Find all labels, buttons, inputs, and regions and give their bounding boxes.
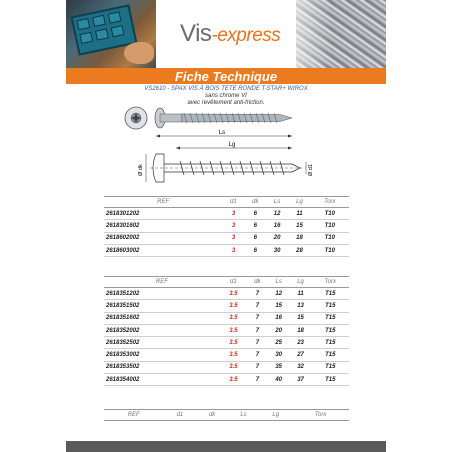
table-cell: 28 (288, 244, 310, 256)
lg-label: Lg (228, 142, 236, 148)
table-cell: 3 (222, 244, 244, 256)
dk-label: Ø dk (138, 164, 144, 176)
technical-drawing (120, 104, 340, 194)
table-cell: 15 (290, 312, 312, 324)
table-cell: 11 (290, 288, 312, 300)
table-cell: 16 (266, 220, 288, 232)
column-header: Ls (228, 410, 259, 421)
column-header: d1 (220, 277, 247, 288)
screw-side-view (155, 108, 292, 128)
table-cell: 3.5 (220, 324, 247, 336)
table-cell: T15 (312, 288, 350, 300)
table-cell: T15 (312, 300, 350, 312)
column-header: REF (104, 197, 222, 208)
screw-line-drawing (146, 154, 306, 182)
column-header: Lg (290, 277, 312, 288)
table-cell: 23 (290, 337, 312, 349)
table-cell: 6 (245, 244, 266, 256)
table-cell: 3.5 (220, 288, 247, 300)
table-cell: 35 (268, 361, 290, 373)
table-cell: 30 (266, 244, 288, 256)
table-cell: 16 (268, 312, 290, 324)
column-header: d1 (163, 410, 196, 421)
table-cell: 3.5 (220, 337, 247, 349)
column-header: REF (104, 410, 163, 421)
table-cell: 12 (268, 288, 290, 300)
table-row (104, 374, 349, 386)
table-cell: T15 (312, 361, 350, 373)
table-cell: 2618351202 (104, 288, 220, 300)
table-cell: 13 (290, 300, 312, 312)
column-header: dk (247, 277, 268, 288)
table-cell: 11 (288, 208, 310, 220)
table-header (104, 410, 349, 421)
table-cell: 7 (247, 288, 268, 300)
product-title: VS2610 - SPAX VIS À BOIS TETE RONDE T-STAR+ WIROX (144, 86, 308, 92)
table-cell: 37 (290, 374, 312, 386)
table-cell: 27 (290, 349, 312, 361)
table-cell: 18 (290, 324, 312, 336)
table-row (104, 337, 349, 349)
table-cell: T10 (311, 208, 349, 220)
header-photo-tools (66, 0, 156, 68)
spec-table-3-5mm (104, 276, 349, 386)
column-header: dk (196, 410, 227, 421)
title-band (66, 68, 386, 84)
table-cell: 20 (266, 232, 288, 244)
table-cell: 12 (266, 208, 288, 220)
hand-image (124, 42, 154, 64)
table-row (104, 324, 349, 336)
spec-table-empty (104, 409, 349, 421)
column-header: REF (104, 277, 220, 288)
table-cell: 7 (247, 324, 268, 336)
product-subtitle-1: sans chrome VI (205, 93, 247, 99)
table-cell: 6 (245, 208, 266, 220)
table-cell: 3.5 (220, 349, 247, 361)
table-cell: 40 (268, 374, 290, 386)
table-cell: 2618602002 (104, 232, 222, 244)
table-row (104, 220, 349, 232)
column-header: Ls (268, 277, 290, 288)
table-cell: 32 (290, 361, 312, 373)
column-header: Torx (311, 197, 349, 208)
table-cell: 15 (268, 300, 290, 312)
table-cell: 2618352002 (104, 324, 220, 336)
table-cell: 7 (247, 349, 268, 361)
column-header: Lg (288, 197, 310, 208)
table-cell: T10 (311, 244, 349, 256)
table-cell: T15 (312, 324, 350, 336)
table-cell: 25 (268, 337, 290, 349)
product-subtitle-2: avec revêtement anti-friction. (187, 100, 265, 106)
table-cell: 6 (245, 232, 266, 244)
page-title: Fiche Technique (174, 69, 278, 84)
column-header: Torx (292, 410, 349, 421)
table-cell: 3 (222, 220, 244, 232)
table-cell: 7 (247, 337, 268, 349)
ls-label: Ls (218, 130, 226, 136)
table-cell: 2618351502 (104, 300, 220, 312)
table-cell: 2618352502 (104, 337, 220, 349)
brand-accent: -express (211, 25, 281, 46)
table-cell: 30 (268, 349, 290, 361)
table-cell: 3 (222, 208, 244, 220)
column-header: Ls (266, 197, 288, 208)
table-cell: 15 (288, 220, 310, 232)
table-row (104, 232, 349, 244)
table-row (104, 349, 349, 361)
table-cell: 18 (288, 232, 310, 244)
table-header (104, 197, 349, 208)
table-cell: 6 (245, 220, 266, 232)
table-header (104, 277, 349, 288)
table-row (104, 244, 349, 256)
column-header: Lg (259, 410, 292, 421)
table-cell: T10 (311, 220, 349, 232)
spec-table-3mm (104, 196, 349, 257)
screw-head-top-view (125, 107, 147, 129)
table-cell: 3 (222, 232, 244, 244)
brand-name: Vis (180, 20, 212, 47)
table-cell: 3.5 (220, 312, 247, 324)
table-row (104, 288, 349, 300)
table-cell: 3.5 (220, 300, 247, 312)
table-cell: 2618353002 (104, 349, 220, 361)
table-cell: 7 (247, 374, 268, 386)
brand-logo (180, 20, 280, 48)
table-cell: 7 (247, 300, 268, 312)
table-cell: 7 (247, 312, 268, 324)
table-cell: 20 (268, 324, 290, 336)
table-cell: 2618354002 (104, 374, 220, 386)
footer-bar (66, 441, 386, 452)
table-row (104, 312, 349, 324)
table-row (104, 300, 349, 312)
table-cell: 2618353502 (104, 361, 220, 373)
header-photo-screws (296, 0, 386, 68)
table-cell: T10 (311, 232, 349, 244)
table-cell: T15 (312, 374, 350, 386)
table-row (104, 208, 349, 220)
table-cell: 7 (247, 361, 268, 373)
column-header: dk (245, 197, 266, 208)
d1-label: Ø d1 (308, 164, 314, 176)
column-header: Torx (312, 277, 350, 288)
table-cell: T15 (312, 349, 350, 361)
table-cell: 2618301602 (104, 220, 222, 232)
table-cell: 2618603002 (104, 244, 222, 256)
table-cell: 2618301202 (104, 208, 222, 220)
table-cell: 2618351602 (104, 312, 220, 324)
column-header: d1 (222, 197, 244, 208)
table-cell: T15 (312, 337, 350, 349)
table-row (104, 361, 349, 373)
table-cell: 3.5 (220, 361, 247, 373)
table-cell: T15 (312, 312, 350, 324)
table-cell: 3.5 (220, 374, 247, 386)
